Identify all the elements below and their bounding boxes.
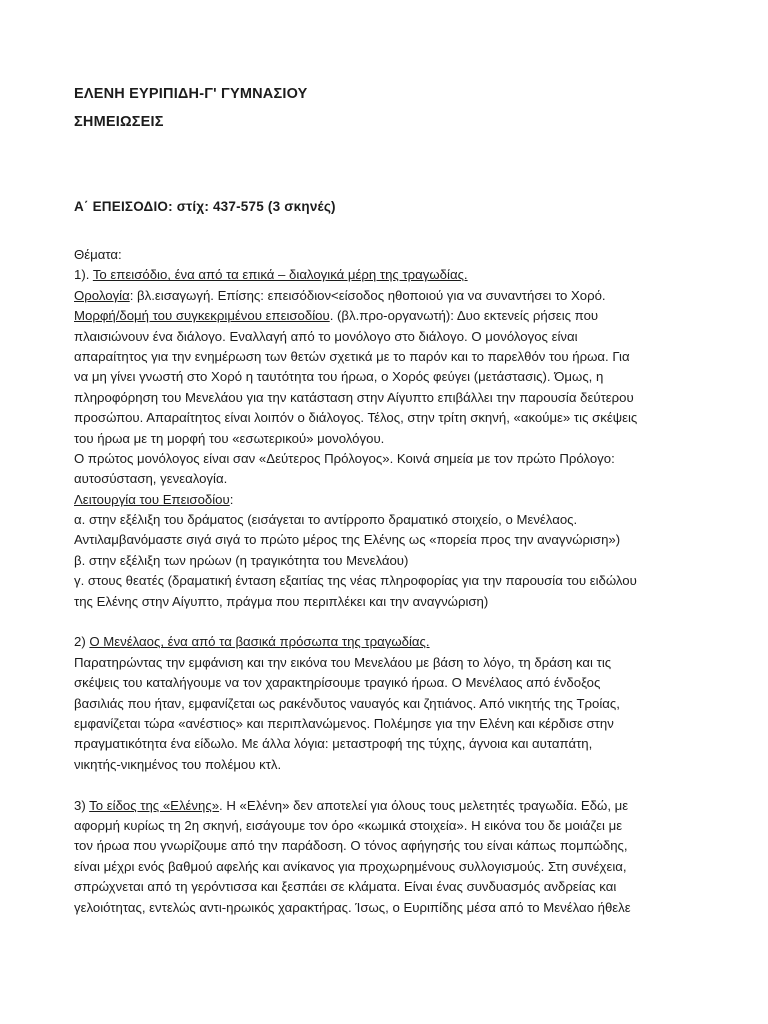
paragraph-line: αφορμή κυρίως τη 2η σκηνή, εισάγουμε τον όρο «κωμικά στοιχεία». Η εικόνα του δε μοιάζει με <box>74 817 623 833</box>
structure-line <box>74 306 704 326</box>
paragraph-line: Αντιλαμβανόμαστε σιγά σιγά το πρώτο μέρος της Ελένης ως «πορεία προς την αναγνώριση») <box>74 532 621 548</box>
section-1-heading <box>74 265 704 285</box>
paragraph-line: είναι μέχρι ενός βαθμού αφελής και ανίκανος για προχωρημένους συλλογισμούς. Στη συνέχεια, <box>74 858 627 874</box>
paragraph-line: α. στην εξέλιξη του δράματος (εισάγεται το αντίρροπο δραματικό στοιχείο, ο Μενέλαος. <box>74 512 578 528</box>
section-2-number: 2) <box>74 634 90 650</box>
document-body <box>74 245 704 918</box>
section-1-title: Το επεισόδιο, ένα από τα επικά – διαλογικά μέρη της τραγωδίας. <box>92 267 468 283</box>
section-3-heading <box>74 796 704 816</box>
paragraph-line: γ. στους θεατές (δραματική ένταση εξαιτίας της νέας πληροφορίας για την παρουσία του ειδώλου <box>74 573 637 589</box>
paragraph-line: τον ήρωα που γνωρίζουμε από την παράδοση. Ο τόνος αφήγησής του είναι κάπως πομπώδης, <box>74 838 628 854</box>
episode-heading: Α΄ ΕΠΕΙΣΟΔΙΟ: στίχ: 437-575 (3 σκηνές) <box>74 199 336 214</box>
paragraph-line: Ο πρώτος μονόλογος είναι σαν «Δεύτερος Πρόλογος». Κοινά σημεία με τον πρώτο Πρόλογο: <box>74 450 615 466</box>
paragraph-line: της Ελένης στην Αίγυπτο, πράγμα που περιπλέκει και την αναγνώριση) <box>74 593 489 609</box>
paragraph-line: . Η «Ελένη» δεν αποτελεί για όλους τους μελετητές τραγωδία. Εδώ, με <box>219 797 629 813</box>
blank-line <box>74 775 704 795</box>
function-colon: : <box>229 491 234 507</box>
paragraph-line: εμφανίζεται τώρα «ανέστιος» και περιπλανώμενος. Πολέμησε για την Ελένη και κέρδισε στην <box>74 715 614 731</box>
structure-label: Μορφή/δομή του συγκεκριμένου επεισοδίου <box>74 308 330 324</box>
paragraph-line: . (βλ.προ-οργανωτή): Δυο εκτενείς ρήσεις που <box>329 308 599 324</box>
blank-line <box>74 612 704 632</box>
paragraph-line: απαραίτητος για την ενημέρωση των θετών σχετικά με το παρόν και το παρελθόν του ήρωα. Για <box>74 348 630 364</box>
paragraph-line: πληροφόρηση του Μενελάου για την κατάσταση στην Αίγυπτο επιβάλλει την παρουσία δεύτερου <box>74 389 634 405</box>
paragraph-line: του ήρωα με τη μορφή του «εσωτερικού» μονολόγου. <box>74 430 385 446</box>
themes-label: Θέματα: <box>74 247 122 262</box>
paragraph-line: νικητής-νικημένος του πολέμου κτλ. <box>74 756 282 772</box>
terminology-text: : βλ.εισαγωγή. Επίσης: επεισόδιον<είσοδος ηθοποιού για να συναντήσει το Χορό. <box>129 287 606 303</box>
function-line <box>74 490 704 510</box>
paragraph-line: σκέψεις του καταλήγουμε να τον χαρακτηρίσουμε τραγικό ήρωα. Ο Μενέλαος από ένδοξος <box>74 675 601 691</box>
paragraph-line: αυτοσύσταση, γενεαλογία. <box>74 471 228 487</box>
section-3-title: Το είδος της «Ελένης» <box>89 797 220 813</box>
terminology-label: Ορολογία <box>74 287 130 303</box>
paragraph-line: β. στην εξέλιξη των ηρώων (η τραγικότητα του Μενελάου) <box>74 552 409 568</box>
section-3-number: 3) <box>74 797 90 813</box>
section-2-title: Ο Μενέλαος, ένα από τα βασικά πρόσωπα της τραγωδίας. <box>89 634 430 650</box>
document-title: ΕΛΕΝΗ ΕΥΡΙΠΙΔΗ-Γ' ΓΥΜΝΑΣΙΟΥ <box>74 86 308 102</box>
paragraph-line: να μη γίνει γνωστή στο Χορό η ταυτότητα του ήρωα, ο Χορός φεύγει (μετάστασις). Όμως, η <box>74 369 604 385</box>
paragraph-line: Παρατηρώντας την εμφάνιση και την εικόνα του Μενελάου με βάση το λόγο, τη δράση και τις <box>74 654 612 670</box>
paragraph-line: βασιλιάς που ήταν, εμφανίζεται ως ρακένδυτος ναυαγός και ζητιάνος. Από νικητής της Τροίας, <box>74 695 620 711</box>
paragraph-line: πλαισιώνουν ένα διάλογο. Εναλλαγή από το μονόλογο στο διάλογο. Ο μονόλογος είναι <box>74 328 578 344</box>
paragraph-line: σπρώχνεται από τη γερόντισσα και ξεσπάει σε κλάματα. Είναι ένας συνδυασμός ανδρείας και <box>74 879 617 895</box>
paragraph-line: πραγματικότητα ένα είδωλο. Με άλλα λόγια: μεταστροφή της τύχης, άγνοια και αυταπάτη, <box>74 736 593 752</box>
paragraph-line: προσώπου. Απαραίτητος είναι λοιπόν ο διάλογος. Τέλος, στην τρίτη σκηνή, «ακούμε» τις σκέψεις <box>74 410 638 426</box>
function-label: Λειτουργία του Επεισοδίου <box>74 491 230 507</box>
document-subtitle: ΣΗΜΕΙΩΣΕΙΣ <box>74 114 164 130</box>
terminology-line <box>74 286 704 306</box>
paragraph-line: γελοιότητας, εντελώς αντι-ηρωικός χαρακτήρας. Ίσως, ο Ευριπίδης μέσα από το Μενέλαο ήθελε <box>74 899 631 915</box>
section-2-heading <box>74 632 704 652</box>
section-1-number: 1). <box>74 267 93 283</box>
